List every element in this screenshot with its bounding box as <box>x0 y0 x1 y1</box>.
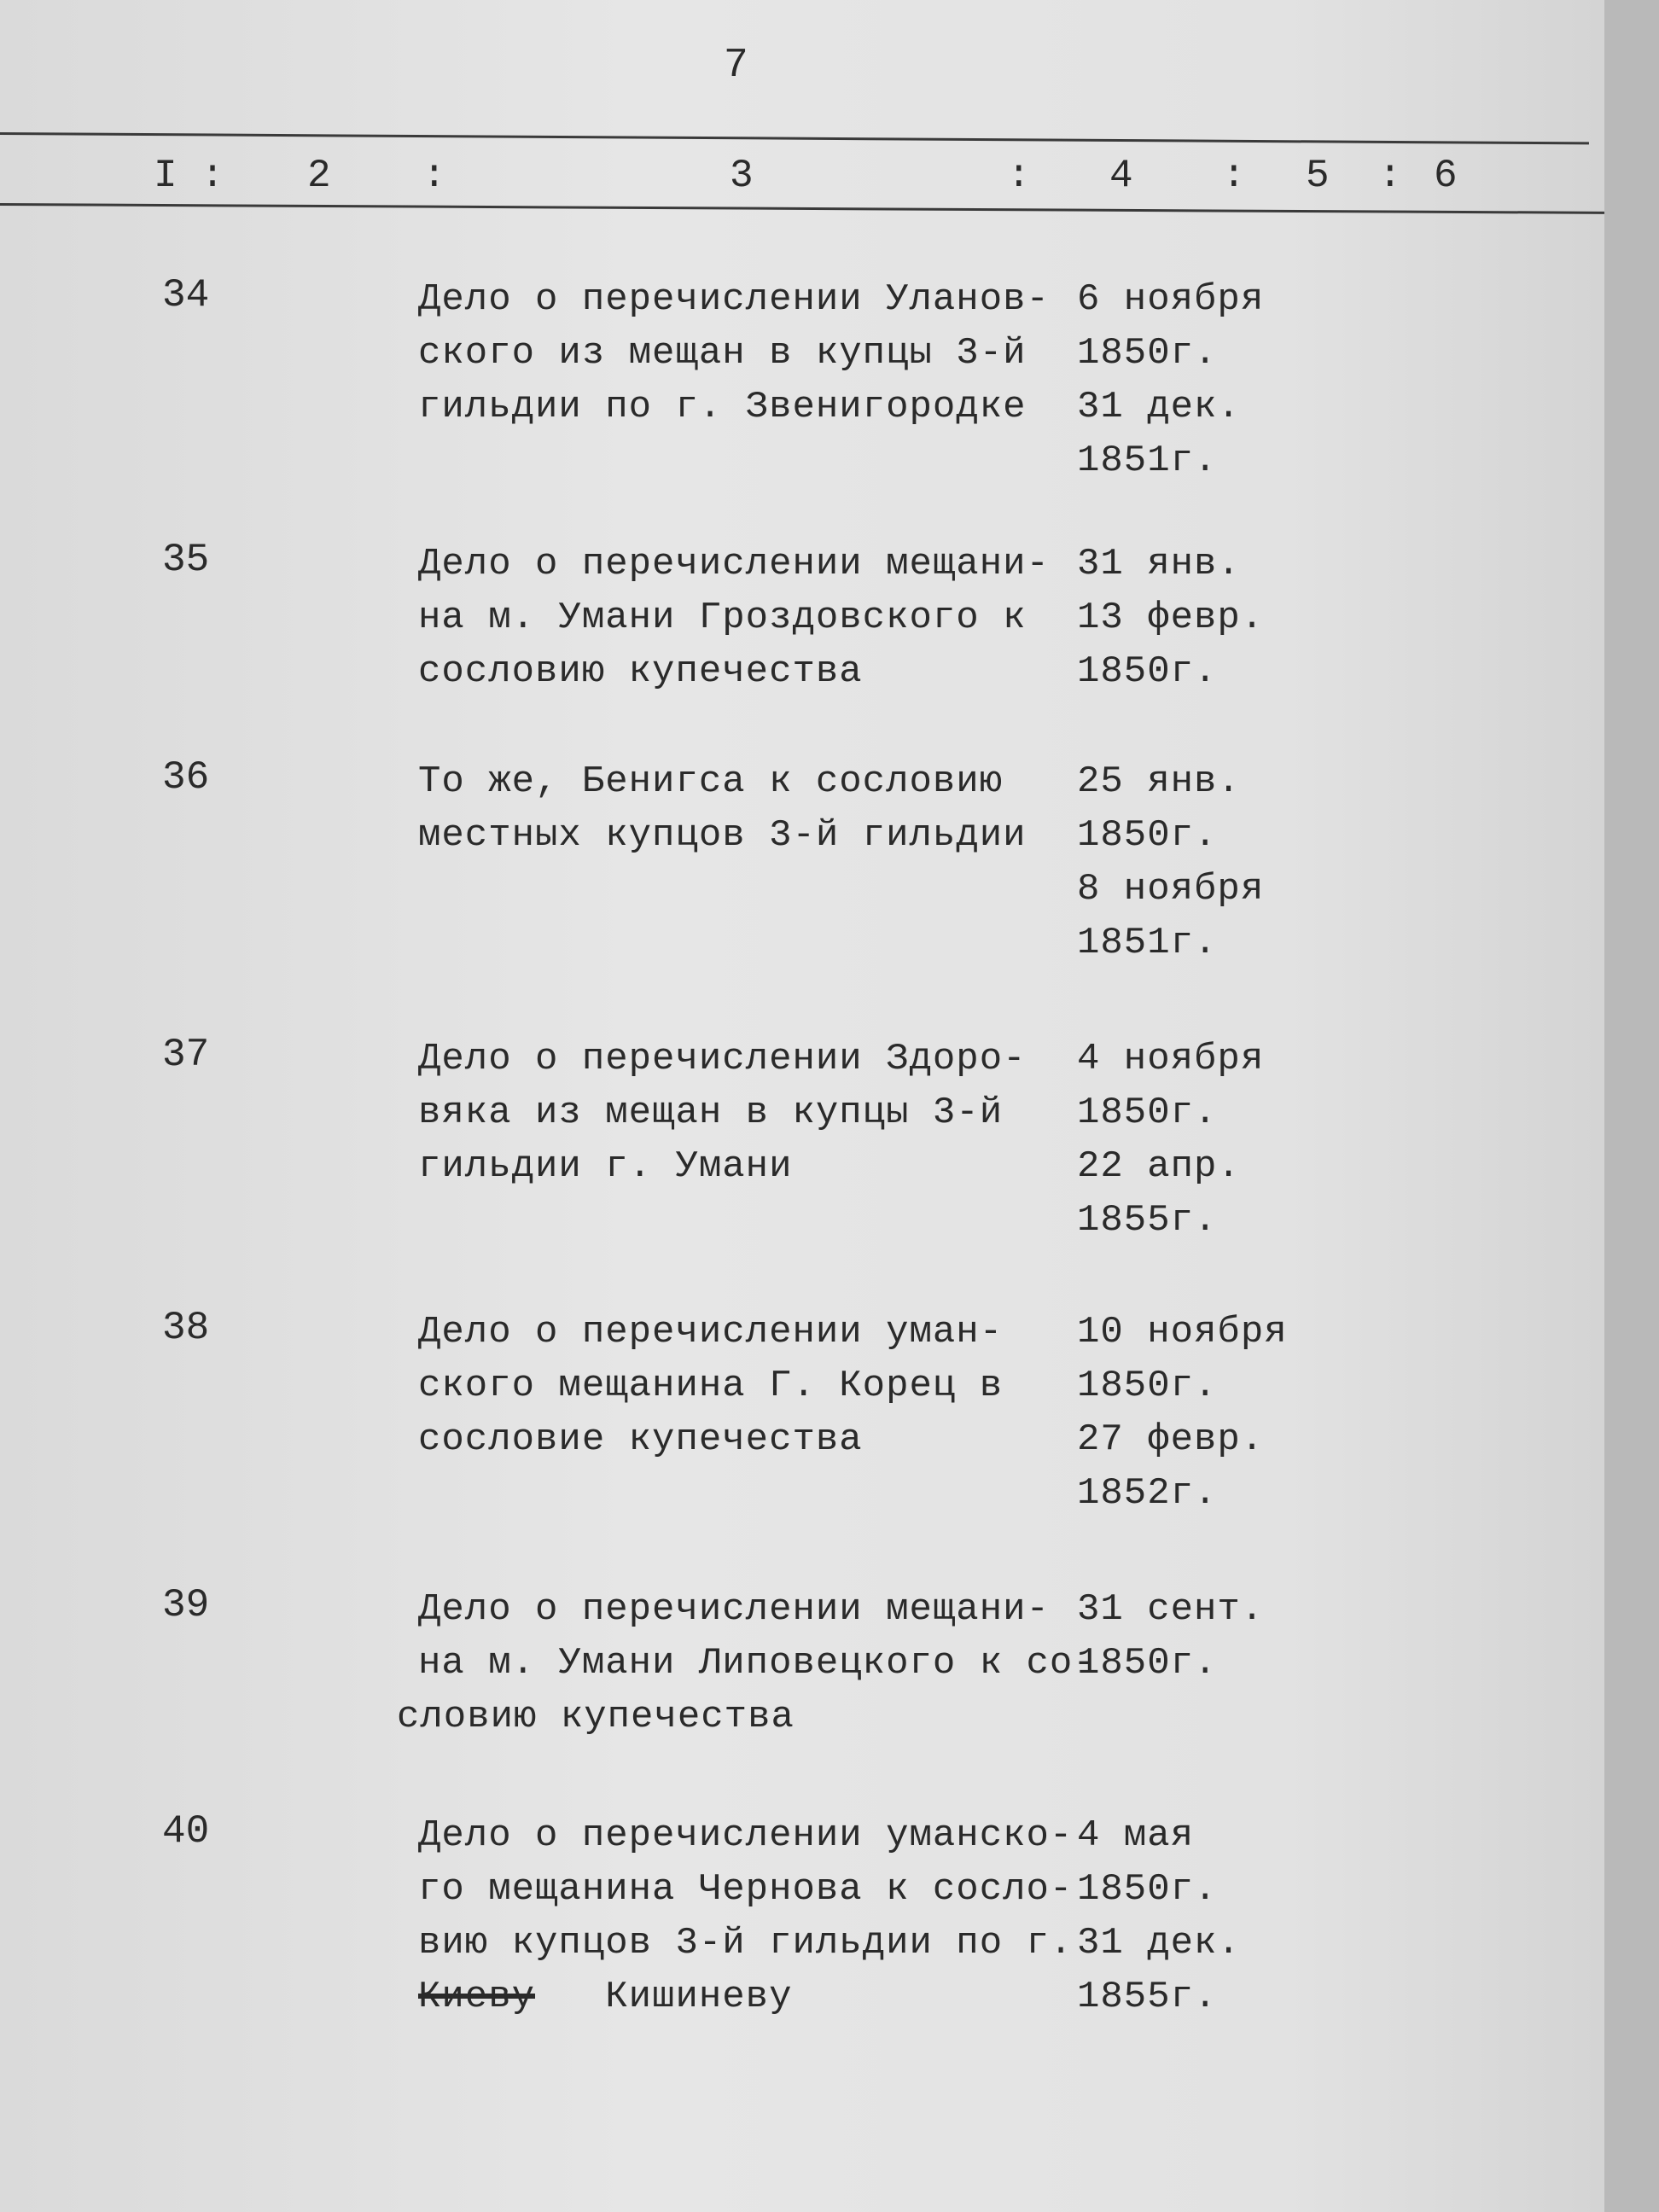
date-line: 8 ноября <box>1077 868 1265 911</box>
entry-dates <box>1077 1809 1241 2024</box>
entry-number: 36 <box>162 755 210 800</box>
entry-number: 37 <box>162 1033 210 1077</box>
date-line: 1851г. <box>1077 439 1218 482</box>
description-line-corrected <box>418 1970 1075 2024</box>
entry-dates <box>1077 273 1264 488</box>
description-line: Дело о перечислении мещани- <box>418 1588 1050 1631</box>
column-header-1: I : <box>154 154 224 198</box>
column-header-4: 4 <box>1109 154 1133 198</box>
description-line: вяка из мещан в купцы 3-й <box>418 1091 1004 1134</box>
description-line: гильдии г. Умани <box>418 1145 793 1188</box>
entry-description <box>418 755 1075 863</box>
date-line: 1850г. <box>1077 1365 1218 1407</box>
column-header-2: 2 <box>307 154 331 198</box>
description-line: Дело о перечислении уманско- <box>418 1814 1074 1857</box>
column-header-sep-3: : <box>1222 154 1246 198</box>
entry-dates <box>1077 755 1264 970</box>
description-line: Дело о перечислении Здоро- <box>418 1038 1027 1080</box>
description-line: ского мещанина Г. Корец в <box>418 1365 1004 1407</box>
column-header-sep-1: : <box>422 154 446 198</box>
date-line: 27 февр. <box>1077 1418 1265 1461</box>
column-header-sep-2: : <box>1007 154 1031 198</box>
entry-description <box>418 273 1075 434</box>
date-line: 31 дек. <box>1077 1922 1241 1965</box>
entry-dates <box>1077 538 1264 699</box>
date-line: 1850г. <box>1077 1091 1218 1134</box>
entry-description <box>418 1809 1075 2024</box>
entry-description <box>418 1306 1075 1467</box>
description-line: го мещанина Чернова к сосло- <box>418 1868 1074 1911</box>
date-line: 31 сент. <box>1077 1588 1265 1631</box>
date-line: 31 янв. <box>1077 543 1241 585</box>
entry-description <box>418 1033 1075 1194</box>
description-line: Дело о перечислении уман- <box>418 1311 1004 1353</box>
date-line: 10 ноября <box>1077 1311 1288 1353</box>
date-line: 22 апр. <box>1077 1145 1241 1188</box>
description-line: сословие купечества <box>418 1418 863 1461</box>
date-line: 1850г. <box>1077 650 1218 693</box>
entry-number: 35 <box>162 538 210 582</box>
entry-number: 39 <box>162 1583 210 1627</box>
column-header-6: 6 <box>1434 154 1458 198</box>
date-line: 31 дек. <box>1077 386 1241 428</box>
date-line: 4 мая <box>1077 1814 1195 1857</box>
entry-dates <box>1077 1583 1264 1691</box>
date-line: 1851г. <box>1077 922 1218 964</box>
entry-description <box>418 538 1075 699</box>
description-line: местных купцов 3-й гильдии <box>418 814 1027 857</box>
date-line: 1850г. <box>1077 1868 1218 1911</box>
description-line: гильдии по г. Звенигородке <box>418 386 1027 428</box>
description-line: словию купечества <box>397 1696 795 1738</box>
column-header-3: 3 <box>730 154 754 198</box>
date-line: 1850г. <box>1077 332 1218 375</box>
struck-word: Киеву <box>418 1976 536 2018</box>
entry-description <box>397 1583 1097 1744</box>
description-line: на м. Умани Липовецкого к со- <box>418 1642 1097 1685</box>
date-line: 6 ноября <box>1077 278 1265 321</box>
description-line: вию купцов 3-й гильдии по г. <box>418 1922 1074 1965</box>
page-edge <box>1604 0 1659 2212</box>
date-line: 13 февр. <box>1077 597 1265 639</box>
entry-dates <box>1077 1033 1264 1248</box>
column-header-5: 5 <box>1306 154 1330 198</box>
correction-word: Кишиневу <box>605 1976 793 2018</box>
entry-number: 40 <box>162 1809 210 1854</box>
date-line: 1855г. <box>1077 1976 1218 2018</box>
entry-number: 38 <box>162 1306 210 1350</box>
date-line: 25 янв. <box>1077 760 1241 803</box>
date-line: 1852г. <box>1077 1472 1218 1515</box>
date-line: 1850г. <box>1077 814 1218 857</box>
description-line: То же, Бенигса к сословию <box>418 760 1004 803</box>
date-line: 1850г. <box>1077 1642 1218 1685</box>
entry-dates <box>1077 1306 1288 1521</box>
description-line: ского из мещан в купцы 3-й <box>418 332 1027 375</box>
description-line: Дело о перечислении Уланов- <box>418 278 1050 321</box>
column-header-sep-4: : <box>1378 154 1402 198</box>
description-line: Дело о перечислении мещани- <box>418 543 1050 585</box>
page-number: 7 <box>724 43 748 89</box>
date-line: 4 ноября <box>1077 1038 1265 1080</box>
date-line: 1855г. <box>1077 1199 1218 1242</box>
description-line: сословию купечества <box>418 650 863 693</box>
entry-number: 34 <box>162 273 210 317</box>
description-line: на м. Умани Гроздовского к <box>418 597 1027 639</box>
